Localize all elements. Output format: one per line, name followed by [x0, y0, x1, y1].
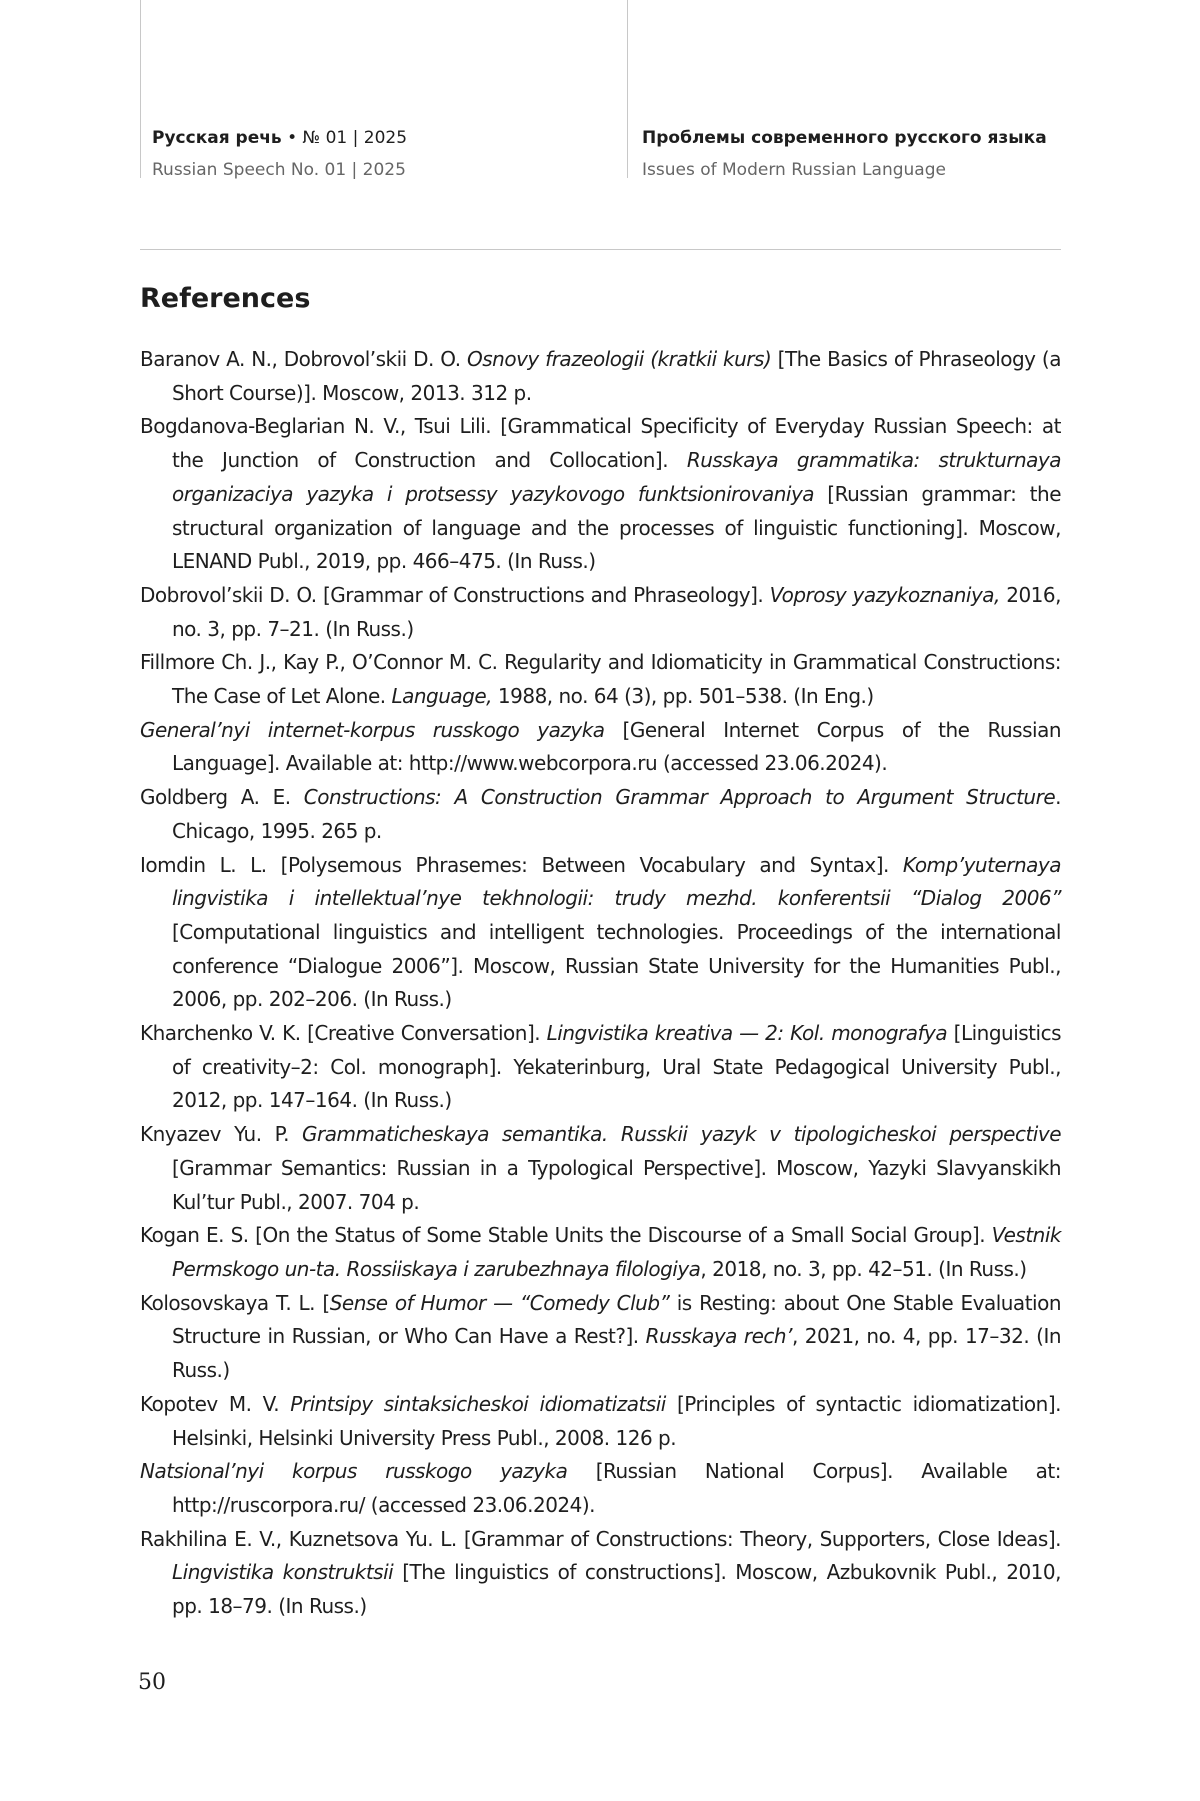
reference-text: [The Basics of Phraseology (a Short Course)]. Moscow, 2013. 312 p.: [172, 347, 1061, 405]
reference-text: Fillmore Ch. J., Kay P., O’Connor M. C. Regularity and Idiomaticity in Grammatical Constructions: The Case of Let Alone.: [140, 650, 1061, 709]
reference-title: Constructions: A Construction Grammar Approach to Argument Structure: [303, 785, 1056, 810]
reference-item: [140, 1455, 1061, 1522]
reference-text: Kharchenko V. K. [Creative Conversation].: [140, 1021, 547, 1046]
reference-item: [140, 714, 1061, 781]
reference-text: Knyazev Yu. P.: [140, 1122, 303, 1147]
reference-item: [140, 781, 1061, 848]
header-rule: [140, 249, 1061, 250]
reference-text: 2016, no. 3, pp. 7–21. (In Russ.): [172, 582, 1061, 641]
journal-name-ru: Русская речь: [152, 128, 282, 148]
section-name-en: Issues of Modern Russian Language: [642, 160, 946, 180]
reference-title: Language,: [391, 684, 493, 709]
reference-item: [140, 1388, 1061, 1455]
reference-text: Dobrovol’skii D. O. [Grammar of Constructions and Phraseology].: [140, 582, 770, 607]
reference-title: Natsional’nyi korpus russkogo yazyka: [140, 1459, 568, 1484]
reference-text: [Russian grammar: the structural organization of language and the processes of linguistic functioning]. Moscow, LENAND Publ., 2019, pp. 466–475. (In Russ.): [172, 481, 1061, 574]
reference-title: Russkaya grammatika: strukturnaya organizaciya yazyka i protsessy yazykovogo funktsionirovaniya: [172, 448, 1061, 506]
reference-item: [140, 410, 1061, 579]
reference-title: Printsipy sintaksicheskoi idiomatizatsii: [290, 1391, 666, 1416]
reference-text: [Computational linguistics and intelligent technologies. Proceedings of the international conference “Dialogue 2006”]. Moscow, Russian State University for the Humanities Publ., 2006, pp. 202–206. (In Russ.): [172, 919, 1061, 1012]
reference-text: [General Internet Corpus of the Russian Language]. Available at: http://www.webcorpora.ru (accessed 23.06.2024).: [172, 717, 1061, 776]
reference-text: Kogan E. S. [On the Status of Some Stable Units the Discourse of a Small Social Group].: [140, 1223, 992, 1248]
page-number: 50: [138, 1670, 166, 1695]
reference-text: , 2018, no. 3, pp. 42–51. (In Russ.): [700, 1256, 1027, 1281]
reference-item: [140, 1219, 1061, 1286]
section-title: References: [140, 283, 311, 314]
reference-list: [140, 343, 1061, 1624]
reference-text: is Resting: about One Stable Evaluation Structure in Russian, or Who Can Have a Rest?].: [172, 1290, 1062, 1349]
reference-text: Rakhilina E. V., Kuznetsova Yu. L. [Grammar of Constructions: Theory, Supporters, Close Ideas].: [140, 1526, 1061, 1551]
reference-title: Russkaya rech’: [645, 1324, 792, 1349]
reference-title: Lingvistika kreativa — 2: Kol. monografya: [546, 1021, 948, 1046]
reference-text: Goldberg A. E.: [140, 785, 304, 810]
journal-issue-line: [152, 122, 407, 154]
reference-item: [140, 646, 1061, 713]
reference-item: [140, 1523, 1061, 1624]
header-section: [642, 122, 1047, 186]
reference-item: [140, 849, 1061, 1018]
section-name-ru: Проблемы современного русского языка: [642, 128, 1047, 148]
reference-title: Sense of Humor — “Comedy Club”: [329, 1290, 670, 1315]
reference-title: Voprosy yazykoznaniya,: [769, 582, 1000, 607]
reference-item: [140, 343, 1061, 410]
reference-title: Osnovy frazeologii (kratkii kurs): [467, 347, 772, 371]
reference-title: Lingvistika konstruktsii: [172, 1560, 394, 1585]
reference-text: [Grammar Semantics: Russian in a Typological Perspective]. Moscow, Yazyki Slavyanskikh Kul’tur Publ., 2007. 704 p.: [172, 1155, 1061, 1214]
reference-text: Iomdin L. L. [Polysemous Phrasemes: Between Vocabulary and Syntax].: [140, 852, 903, 877]
header-divider-right: [627, 0, 628, 178]
reference-text: Kolosovskaya T. L. [: [140, 1290, 330, 1315]
reference-text: . Chicago, 1995. 265 p.: [172, 785, 1061, 843]
reference-item: [140, 579, 1061, 646]
reference-text: [Linguistics of creativity–2: Col. monograph]. Yekaterinburg, Ural State Pedagogical University Publ., 2012, pp. 147–164. (In Russ.): [172, 1021, 1061, 1113]
reference-item: [140, 1017, 1061, 1118]
reference-title: Grammaticheskaya semantika. Russkii yazyk v tipologicheskoi perspective: [302, 1122, 1061, 1147]
reference-item: [140, 1118, 1061, 1219]
reference-title: General’nyi internet-korpus russkogo yazyka: [140, 717, 605, 742]
reference-text: [Principles of syntactic idiomatization]. Helsinki, Helsinki University Press Publ., 2008. 126 p.: [172, 1391, 1061, 1450]
journal-name-en: Russian Speech No. 01 | 2025: [152, 160, 406, 180]
reference-text: [The linguistics of constructions]. Moscow, Azbukovnik Publ., 2010, pp. 18–79. (In Russ.): [172, 1560, 1061, 1619]
header-divider-left: [140, 0, 141, 178]
header-journal: [152, 122, 407, 186]
reference-text: Baranov A. N., Dobrovol’skii D. O.: [140, 347, 468, 371]
reference-title: Vestnik Permskogo un-ta. Rossiiskaya i zarubezhnaya filologiya: [172, 1223, 1061, 1281]
reference-text: 1988, no. 64 (3), pp. 501–538. (In Eng.): [492, 684, 874, 709]
reference-title: Komp’yuternaya lingvistika i intellektual’nye tekhnologii: trudy mezhd. konferentsii “Dialog 2006”: [172, 852, 1061, 911]
reference-text: Kopotev M. V.: [140, 1391, 291, 1416]
reference-text: [Russian National Corpus]. Available at: http://ruscorpora.ru/ (accessed 23.06.2024).: [172, 1459, 1062, 1517]
reference-text: , 2021, no. 4, pp. 17–32. (In Russ.): [172, 1324, 1062, 1383]
issue-ru: • № 01 | 2025: [281, 128, 408, 148]
reference-text: Bogdanova-Beglarian N. V., Tsui Lili. [Grammatical Specificity of Everyday Russian Speech: at the Junction of Construction and Collocation].: [140, 414, 1061, 473]
reference-item: [140, 1287, 1061, 1388]
